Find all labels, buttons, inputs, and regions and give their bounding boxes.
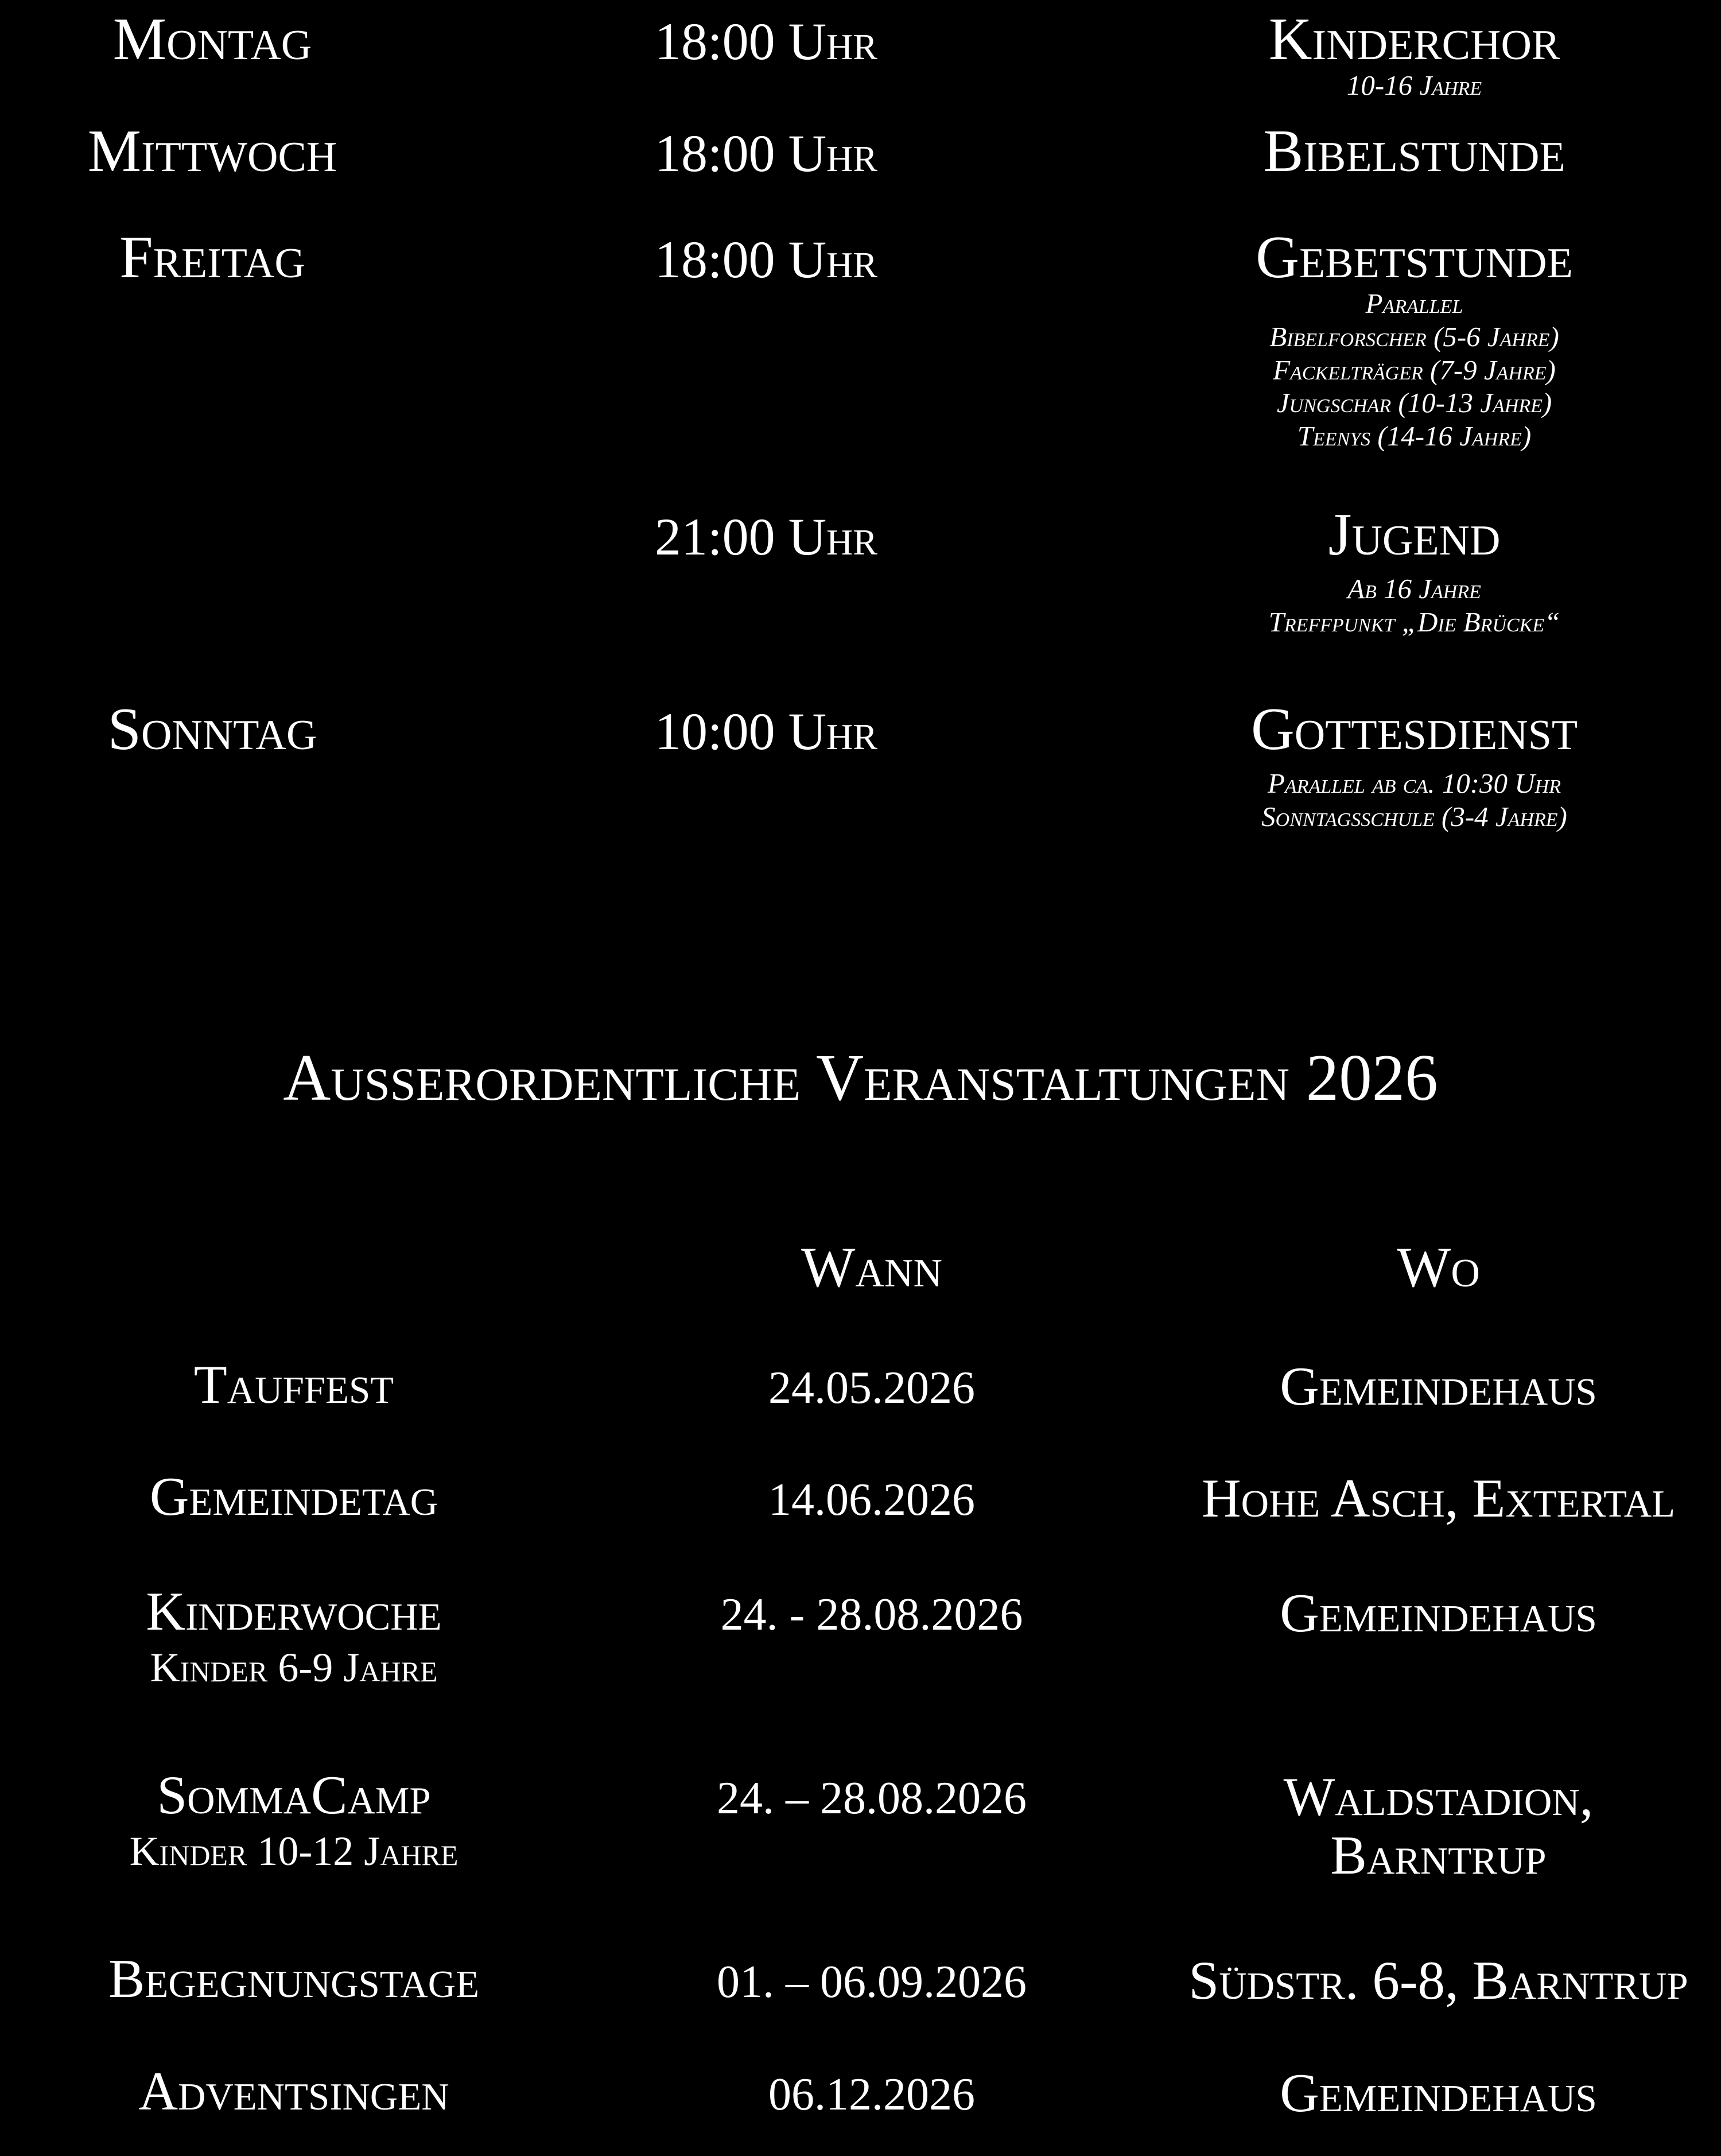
special-event-date: 24. - 28.08.2026 [720, 1589, 1023, 1640]
special-row-sommacamp [0, 1765, 1721, 1886]
day-label: Sonntag [107, 695, 317, 762]
event-note: Bibelforscher (5-6 Jahre) [1269, 320, 1559, 352]
special-event-date: 24. – 28.08.2026 [717, 1773, 1027, 1824]
time-label: 18:00 Uhr [655, 124, 877, 183]
event-note: Teenys (14-16 Jahre) [1297, 420, 1532, 452]
weekly-row-sonntag [0, 695, 1721, 833]
event-note: Sonntagsschule (3-4 Jahre) [1261, 800, 1567, 832]
special-header-row [0, 1235, 1721, 1299]
event-note: 10-16 Jahre [1346, 69, 1482, 101]
column-header-wann: Wann [801, 1235, 943, 1299]
time-label: 18:00 Uhr [655, 12, 877, 71]
event-name: Gebetstunde [1256, 223, 1573, 290]
special-row-kinderwoche [0, 1581, 1721, 1690]
special-event-name: Adventsingen [138, 2061, 449, 2122]
special-event-subtitle: Kinder 10-12 Jahre [129, 1828, 459, 1874]
special-event-location: Südstr. 6-8, Barntrup [1188, 1950, 1688, 2011]
day-label: Montag [112, 5, 312, 72]
special-event-name: Begegnungstage [108, 1948, 480, 2009]
special-row-gemeindetag [0, 1466, 1721, 1529]
weekly-row-montag [0, 5, 1721, 102]
event-note: Parallel [1365, 288, 1463, 319]
event-note: Fackelträger (7-9 Jahre) [1273, 354, 1556, 386]
event-name: Jugend [1328, 501, 1501, 568]
weekly-row-mittwoch [0, 117, 1721, 184]
time-label: 18:00 Uhr [655, 230, 877, 289]
event-note: Treffpunkt „Die Brücke“ [1268, 606, 1560, 638]
event-note: Parallel ab ca. 10:30 Uhr [1268, 767, 1561, 799]
special-event-name: Tauffest [193, 1354, 394, 1415]
special-event-date: 06.12.2026 [768, 2069, 975, 2120]
special-event-location: Gemeindehaus [1280, 1583, 1597, 1643]
special-event-date: 01. – 06.09.2026 [717, 1957, 1027, 2007]
special-event-location: Hohe Asch, Extertal [1201, 1468, 1676, 1529]
special-row-tauffest [0, 1354, 1721, 1417]
day-label: Freitag [119, 223, 305, 290]
event-note: Ab 16 Jahre [1347, 573, 1481, 604]
special-event-name: Kinderwoche [146, 1581, 442, 1642]
time-label: 21:00 Uhr [655, 507, 877, 566]
special-event-location: Waldstadion, [1283, 1766, 1594, 1827]
day-label: Mittwoch [87, 117, 337, 184]
special-row-begegnungstage [0, 1948, 1721, 2011]
special-row-adventsingen [0, 2061, 1721, 2123]
event-name: Kinderchor [1268, 5, 1560, 72]
event-name: Gottesdienst [1250, 695, 1578, 762]
weekly-row-freitag [0, 223, 1721, 453]
weekly-row-jugend [0, 501, 1721, 639]
event-name: Bibelstunde [1263, 117, 1565, 184]
special-event-name: Gemeindetag [149, 1466, 438, 1527]
special-event-location: Barntrup [1330, 1824, 1547, 1886]
section-heading: Ausserordentliche Veranstaltungen 2026 [283, 1041, 1438, 1114]
special-event-location: Gemeindehaus [1280, 1356, 1597, 1417]
special-event-date: 24.05.2026 [768, 1363, 975, 1413]
time-label: 10:00 Uhr [655, 702, 877, 761]
special-event-name: SommaCamp [157, 1765, 431, 1825]
special-event-subtitle: Kinder 6-9 Jahre [150, 1645, 438, 1690]
event-note: Jungschar (10-13 Jahre) [1276, 387, 1552, 419]
special-event-date: 14.06.2026 [768, 1475, 975, 1525]
column-header-wo: Wo [1397, 1235, 1480, 1299]
special-event-location: Gemeindehaus [1280, 2062, 1597, 2123]
